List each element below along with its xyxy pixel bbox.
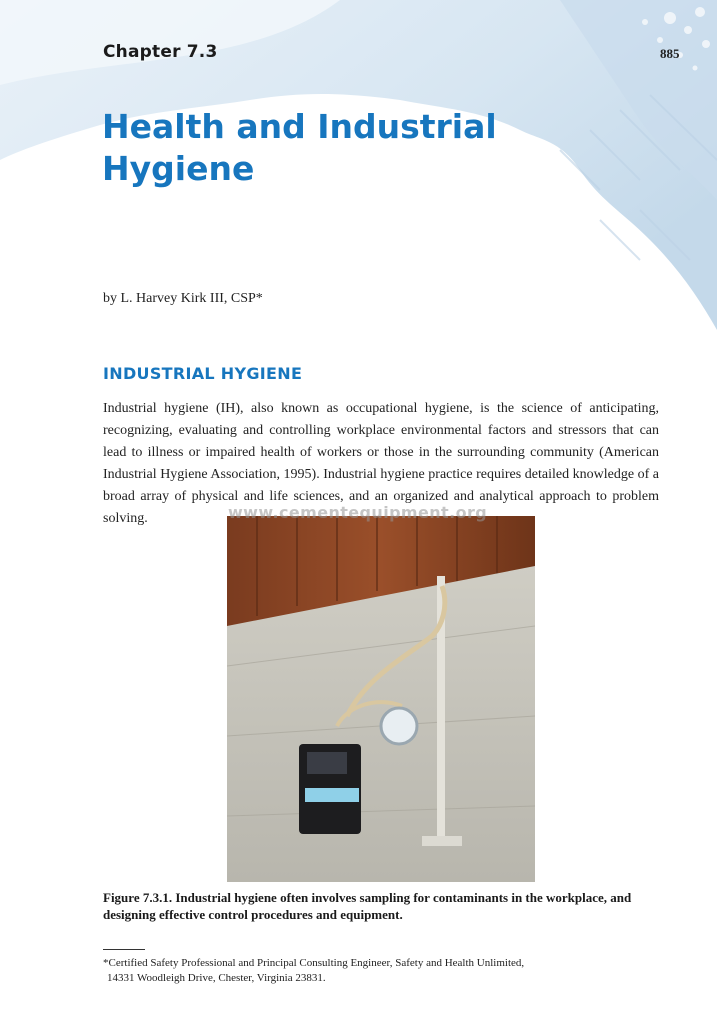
footnote-line-2: 14331 Woodleigh Drive, Chester, Virginia 23831. xyxy=(107,972,326,984)
title-line-2: Hygiene xyxy=(102,149,255,188)
chapter-label: Chapter 7.3 xyxy=(103,42,218,62)
page-number: 885 xyxy=(660,46,680,61)
figure-caption: Figure 7.3.1. Industrial hygiene often involves sampling for contaminants in the workplace, and designing effective control procedures and equipment. xyxy=(103,890,632,922)
figure-photo xyxy=(227,516,535,882)
footnote xyxy=(103,956,643,986)
author-byline: by L. Harvey Kirk III, CSP* xyxy=(103,291,263,306)
watermark: www.cementequipment.org xyxy=(228,503,488,522)
footnote-divider xyxy=(103,949,145,950)
page-title xyxy=(102,106,622,190)
section-heading: INDUSTRIAL HYGIENE xyxy=(103,364,303,383)
body-paragraph: Industrial hygiene (IH), also known as occupational hygiene, is the science of anticipating, recognizing, evaluating and controlling workplace environmental factors and stressors that can lead to illness or impaired health of workers or those in the surrounding community (American Industrial Hygiene Association, 1995). Industrial hygiene practice requires detailed knowledge of a broad array of physical and life sciences, and an organized and analytical approach to problem solving. xyxy=(103,401,659,526)
footnote-line-1: *Certified Safety Professional and Principal Consulting Engineer, Safety and Health Unlimited, xyxy=(103,957,525,969)
title-line-1: Health and Industrial xyxy=(102,107,497,146)
